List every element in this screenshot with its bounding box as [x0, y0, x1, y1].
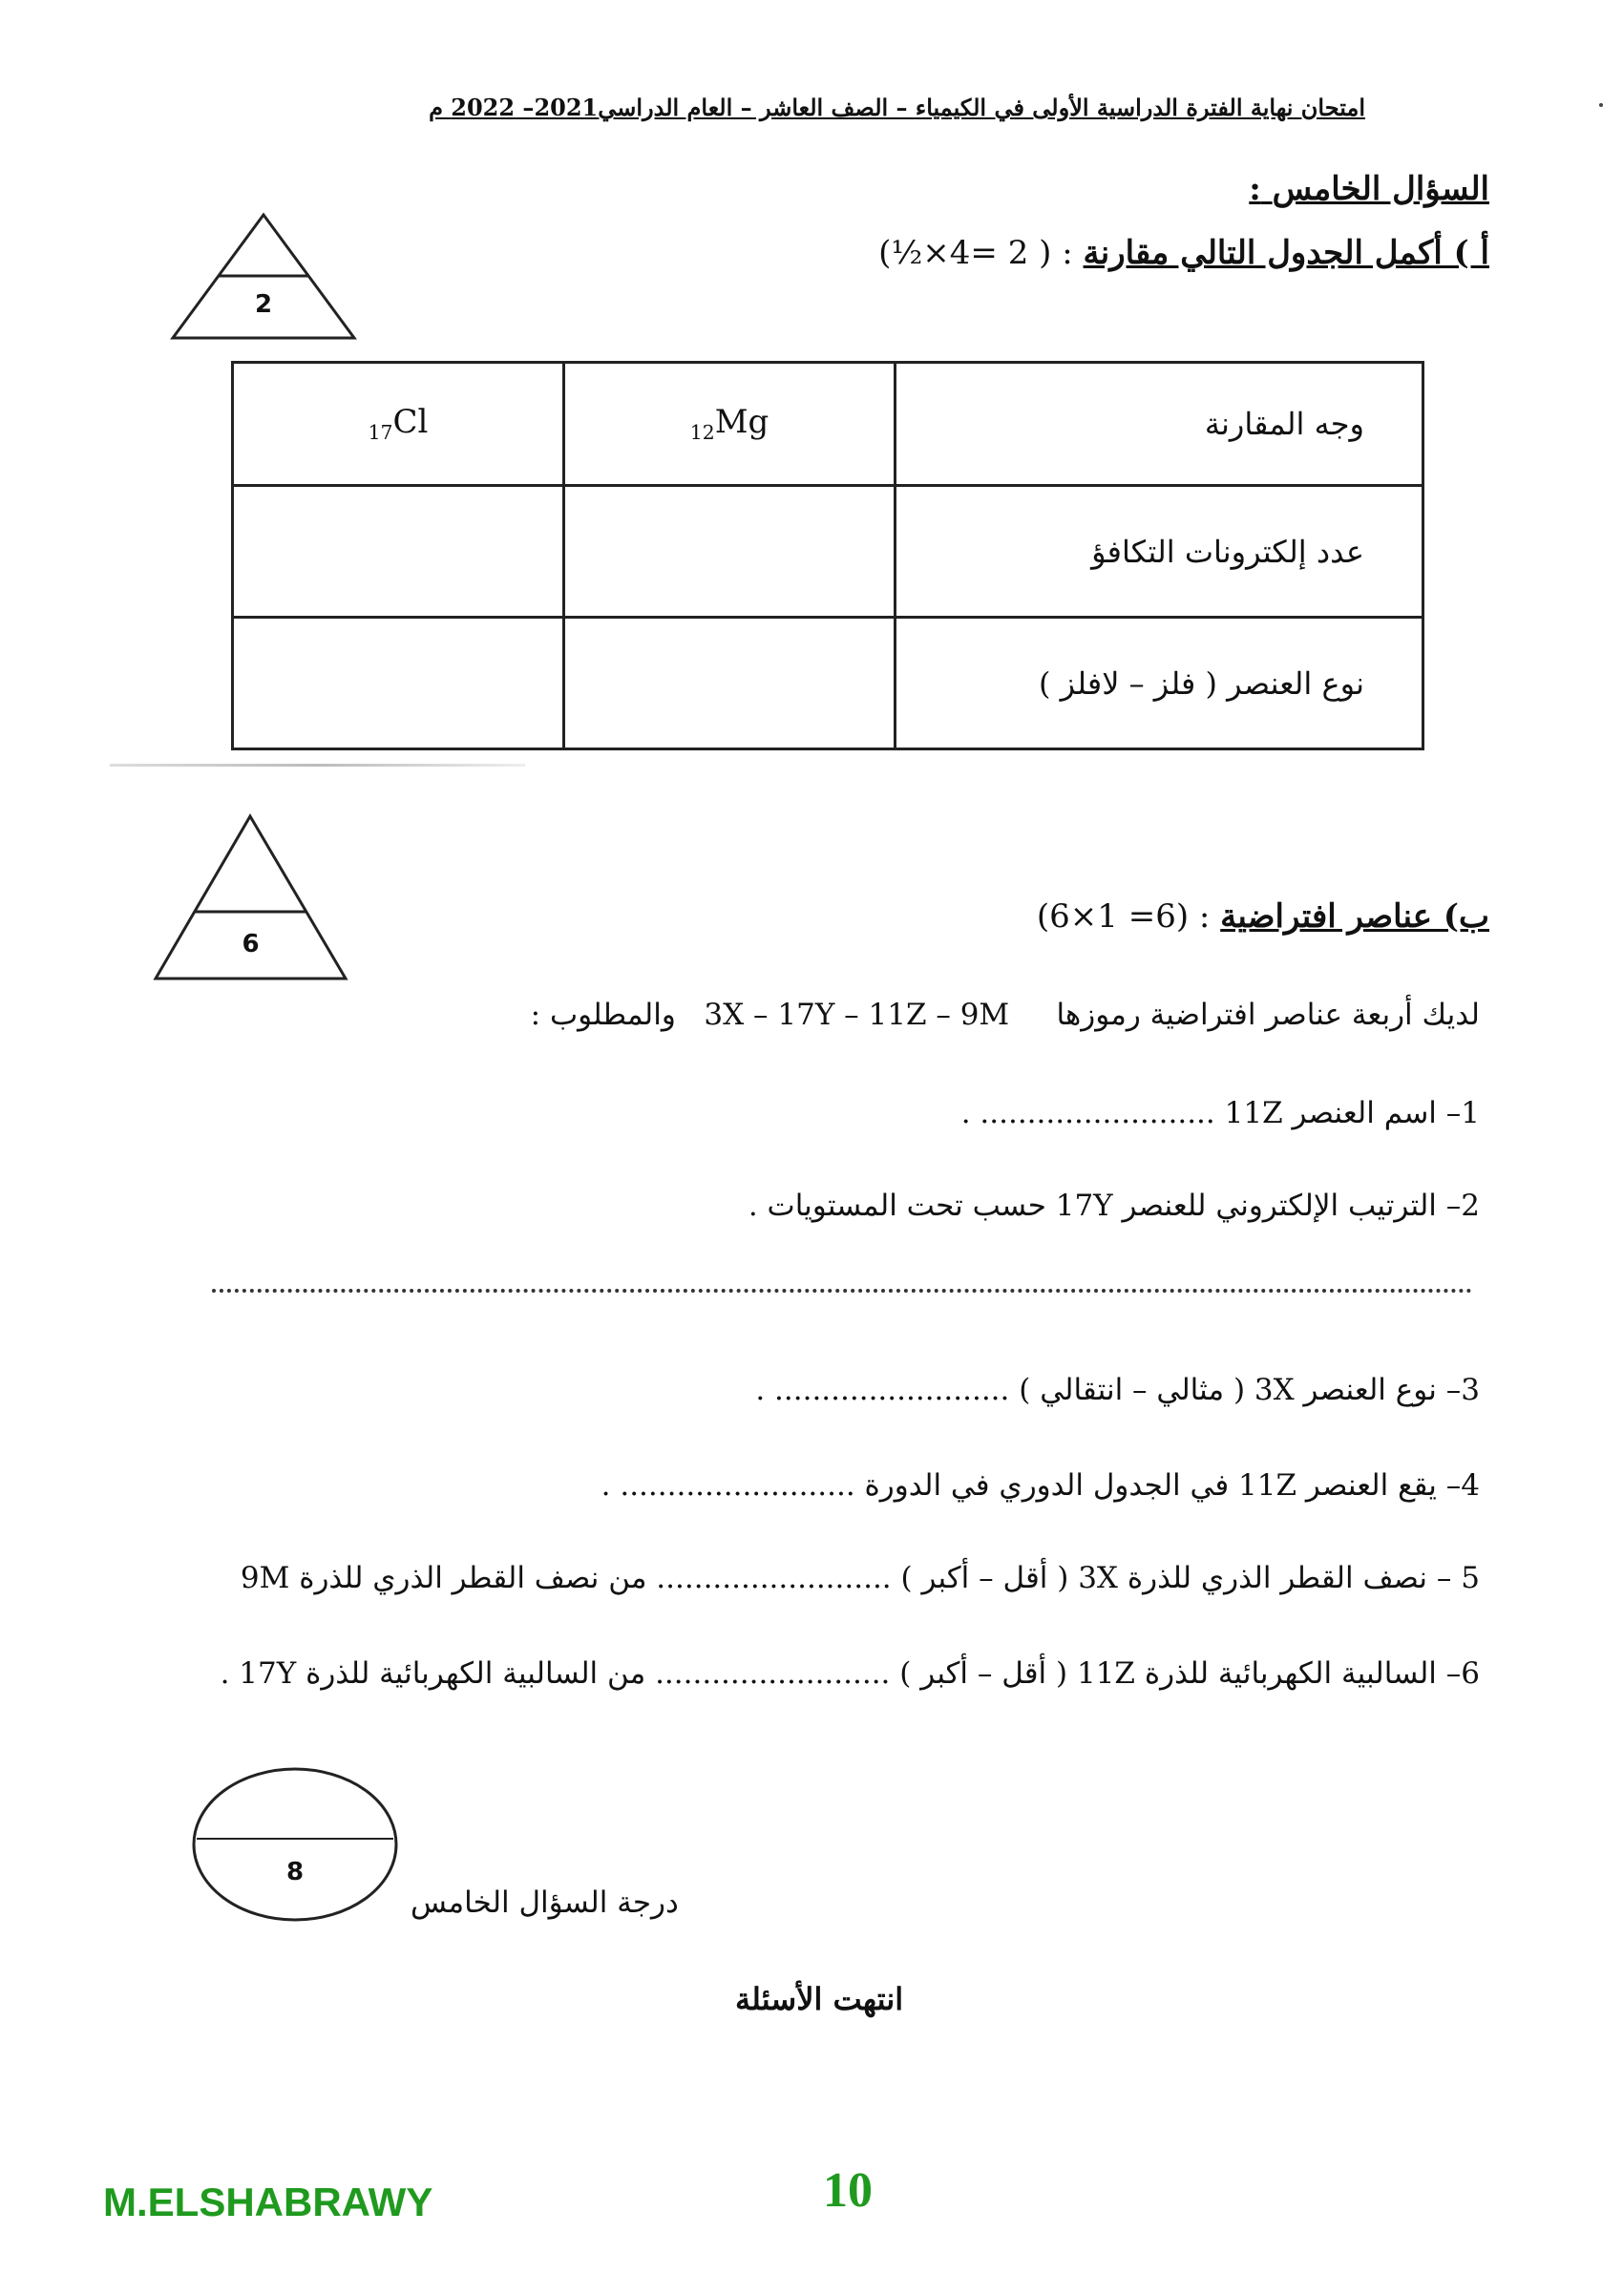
author-name: M.ELSHABRAWY [103, 2180, 433, 2224]
answer-cell-mg-type[interactable] [564, 618, 896, 749]
part-a-score-triangle [170, 212, 357, 341]
table-header-row [233, 363, 1423, 486]
answer-cell-cl-type[interactable] [233, 618, 564, 749]
answer-cell-cl-valence[interactable] [233, 486, 564, 618]
end-of-questions: انتهت الأسئلة [735, 1981, 904, 2017]
part-a-heading [878, 234, 1489, 272]
intro-end: والمطلوب : [530, 998, 676, 1032]
divider [110, 764, 525, 767]
part-b-heading [1037, 897, 1489, 936]
row-label-element-type: نوع العنصر ( فلز – لافلز ) [896, 618, 1423, 749]
intro-symbols: 3X – 17Y – 11Z – 9M [704, 998, 1010, 1032]
question-item-2: 2– الترتيب الإلكتروني للعنصر 17Y حسب تحت المستويات . [748, 1189, 1480, 1223]
circle-icon [191, 1766, 399, 1924]
answer-cell-mg-valence[interactable] [564, 486, 896, 618]
table-row [233, 486, 1423, 618]
header-mg: $_{12}$Mg [564, 363, 896, 486]
row-label-valence: عدد إلكترونات التكافؤ [896, 486, 1423, 618]
answer-line[interactable] [212, 1270, 1472, 1293]
exam-header: امتحان نهاية الفترة الدراسية الأولى في الكيمياء – الصف العاشر – العام الدراسي2021– 2022 م [429, 94, 1365, 121]
total-score-label: درجة السؤال الخامس [411, 1885, 679, 1920]
question-item-6: 6– السالبية الكهربائية للذرة 11Z ( أقل – أكبر ) ......................... من السالبية الكهربائية للذرة 17Y . [220, 1656, 1480, 1691]
total-score-circle [191, 1766, 399, 1924]
header-cl: $_{17}$Cl [233, 363, 564, 486]
header-comparison-aspect: وجه المقارنة [896, 363, 1423, 486]
part-b-score-triangle [153, 813, 348, 981]
intro-text: لديك أربعة عناصر افتراضية رموزها [1056, 998, 1480, 1032]
question-title [1249, 170, 1489, 208]
question-item-4: 4– يقع العنصر 11Z في الجدول الدوري في الدورة ......................... . [601, 1468, 1480, 1503]
question-item-3: 3– نوع العنصر 3X ( مثالي – انتقالي ) ......................... . [755, 1373, 1480, 1407]
total-score: 8 [285, 1858, 305, 1886]
question-title-colon: : [1249, 170, 1261, 208]
part-b-label: ب) عناصر افتراضية [1220, 897, 1489, 936]
comparison-table [231, 361, 1424, 750]
question-item-1: 1– اسم العنصر 11Z ......................... . [960, 1096, 1480, 1130]
question-item-5: 5 – نصف القطر الذري للذرة 3X ( أقل – أكبر ) ......................... من نصف القطر الذري للذرة 9M [240, 1561, 1480, 1595]
question-title-text: السؤال الخامس [1272, 170, 1489, 208]
page-number: 10 [823, 2163, 873, 2218]
triangle-icon [170, 212, 357, 341]
part-b-intro [531, 998, 1480, 1032]
part-a-label: أ ) أكمل الجدول التالي مقارنة [1083, 234, 1489, 272]
part-a-score: 2 [254, 290, 273, 319]
part-b-score: 6 [242, 930, 260, 958]
table-row [233, 618, 1423, 749]
part-a-marks: : ( 2 =4×½) [878, 234, 1073, 272]
corner-mark [1599, 103, 1603, 107]
part-b-marks: : (6= 1×6) [1036, 897, 1211, 936]
